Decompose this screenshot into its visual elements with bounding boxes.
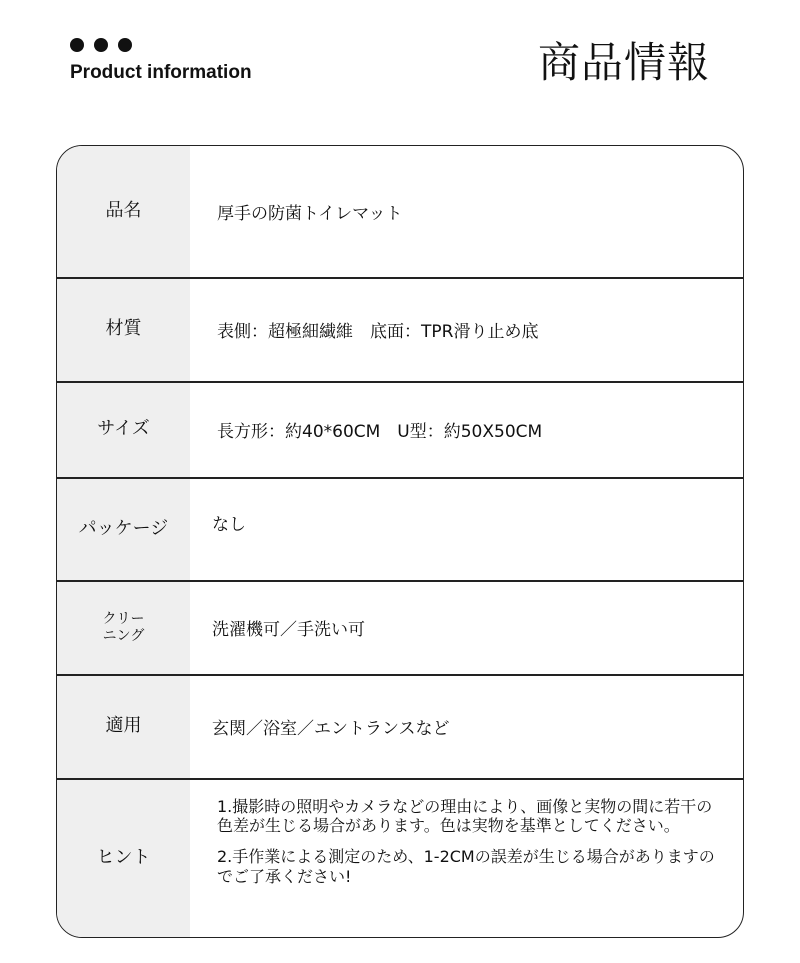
dot-icon [118, 38, 132, 52]
row-value: 長方形：約40*60CM U型：約50X50CM [217, 422, 543, 442]
row-label: 適用 [105, 715, 142, 737]
decorative-dots [70, 38, 132, 52]
table-row-package [57, 478, 743, 580]
dot-icon [70, 38, 84, 52]
page-subtitle: Product information [70, 62, 252, 83]
dot-icon [94, 38, 108, 52]
row-value: 玄関／浴室／エントランスなど [212, 719, 450, 739]
row-label: クリー ニング [102, 611, 145, 644]
table-row-hint [57, 779, 743, 937]
row-label: 材質 [105, 318, 142, 340]
table-row-material [57, 278, 743, 381]
row-value: 表側：超極細繊維 底面：TPR滑り止め底 [217, 322, 539, 342]
table-row-name [57, 146, 743, 277]
row-label: 品名 [105, 200, 142, 222]
hint-text [217, 797, 725, 898]
hint-line-1: 1.撮影時の照明やカメラなどの理由により、画像と実物の間に若干の色差が生じる場合があります。色は実物を基準としてください。 [217, 797, 713, 836]
row-value: 洗濯機可／手洗い可 [212, 620, 365, 640]
table-row-usage [57, 675, 743, 778]
row-value: なし [212, 515, 246, 535]
row-value: 厚手の防菌トイレマット [217, 204, 403, 224]
table-row-size [57, 382, 743, 477]
page-title: 商品情報 [538, 38, 711, 87]
row-label: パッケージ [78, 517, 169, 539]
row-label: サイズ [97, 418, 150, 440]
product-info-table [56, 145, 744, 938]
hint-line-2: 2.手作業による測定のため、1-2CMの誤差が生じる場合がありますのでご了承ください! [217, 847, 715, 886]
table-row-cleaning [57, 581, 743, 674]
row-label: ヒント [96, 846, 151, 868]
